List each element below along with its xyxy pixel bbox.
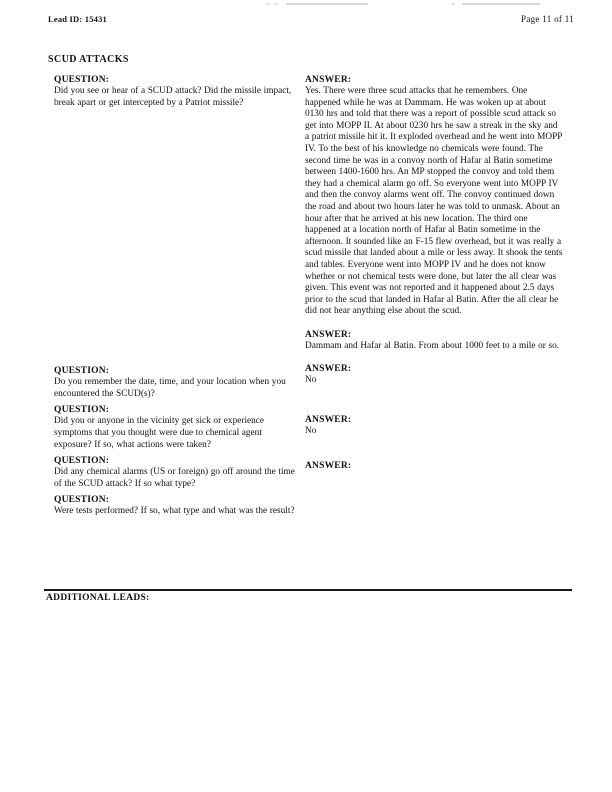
additional-leads-label: ADDITIONAL LEADS: bbox=[46, 593, 150, 603]
question-text: Did you see or hear of a SCUD attack? Did the missile impact, break apart or get intercepted by a Patriot missile? bbox=[54, 86, 292, 108]
answer-label: ANSWER: bbox=[305, 75, 352, 85]
answer-label: ANSWER: bbox=[305, 415, 352, 426]
answer-text: Dammam and Hafar al Batin. From about 1000 feet to a mile or so. bbox=[305, 340, 560, 351]
answer-block-1 bbox=[305, 74, 563, 318]
question-text: Did you or anyone in the vicinity get sick or experience symptoms that you thought were due to chemical agent exposure? If so, what actions were taken? bbox=[54, 416, 265, 450]
answer-label: ANSWER: bbox=[305, 329, 352, 340]
page-title: SCUD ATTACKS bbox=[48, 54, 129, 65]
answer-block-5 bbox=[305, 460, 563, 472]
answer-block-2 bbox=[305, 329, 563, 353]
question-text: Were tests performed? If so, what type and what was the result? bbox=[54, 506, 295, 517]
question-block-3 bbox=[48, 404, 296, 451]
answer-text: No bbox=[305, 426, 317, 437]
question-label: QUESTION: bbox=[54, 405, 110, 416]
scan-artifact-line bbox=[286, 3, 368, 5]
answer-block-3 bbox=[305, 363, 563, 387]
question-label: QUESTION: bbox=[54, 75, 110, 85]
question-text: Do you remember the date, time, and your location when you encountered the SCUD(s)? bbox=[54, 377, 286, 399]
answers-column bbox=[305, 74, 563, 472]
question-label: QUESTION: bbox=[54, 456, 110, 467]
scan-artifact-line bbox=[462, 3, 540, 5]
questions-column bbox=[48, 74, 296, 518]
answer-text: No bbox=[305, 375, 317, 386]
spacer bbox=[305, 352, 563, 363]
page-header bbox=[48, 14, 574, 30]
answer-label: ANSWER: bbox=[305, 364, 352, 375]
question-block-5 bbox=[48, 494, 296, 518]
scan-artifact-dot bbox=[452, 3, 455, 5]
question-block-2 bbox=[48, 365, 296, 400]
page-number: Page 11 of 11 bbox=[521, 14, 574, 24]
spacer bbox=[305, 387, 563, 414]
answer-block-4 bbox=[305, 414, 563, 438]
scan-artifact-dot bbox=[266, 3, 269, 5]
answer-label: ANSWER: bbox=[305, 460, 352, 471]
answer-text: Yes. There were three scud attacks that he remembers. One happened while he was at Dammam. He was woken up at about 0130 hrs and told that there was a report of possible scud attack so get into MOPP II. At about 0230 hrs he saw a streak in the sky and a patriot missile hit it. It exploded overhead and he went into MOPP IV. To the best of his knowledge no chemicals were found. The second time he was in a convoy north of Hafar al Batin sometime between 1400-1600 hrs. An MP stopped the convoy and told them they had a chemical alarm go off. So everyone went into MOPP IV and then the convoy alarms went off. The convoy continued down the road and about two hours later he was told to unmask. About an hour after that he arrived at his new location. The third one happened at a location north of Hafar al Batin sometime in the afternoon. It sounded like an F-15 flew overhead, but it was really a scud missile that landed about a mile or less away. It shook the tents and tables. Everyone went into MOPP IV and he does not know whether or not chemical tests were done, but later the all clear was given. This event was not reported and it happened about 2.5 days prior to the scud that landed in Hafar al Batin. After the all clear he did not hear anything else about the scud. bbox=[305, 86, 563, 317]
spacer bbox=[305, 318, 563, 329]
question-block-4 bbox=[48, 455, 296, 490]
question-text: Did any chemical alarms (US or foreign) go off around the time of the SCUD attack? If so what type? bbox=[54, 467, 295, 489]
additional-leads-divider bbox=[44, 589, 572, 591]
spacer bbox=[48, 109, 296, 365]
scan-artifact-dot bbox=[275, 3, 278, 5]
spacer bbox=[305, 438, 563, 460]
question-label: QUESTION: bbox=[54, 495, 110, 506]
lead-id: Lead ID: 15431 bbox=[48, 14, 107, 24]
question-label: QUESTION: bbox=[54, 366, 110, 377]
question-block-1 bbox=[48, 74, 296, 109]
